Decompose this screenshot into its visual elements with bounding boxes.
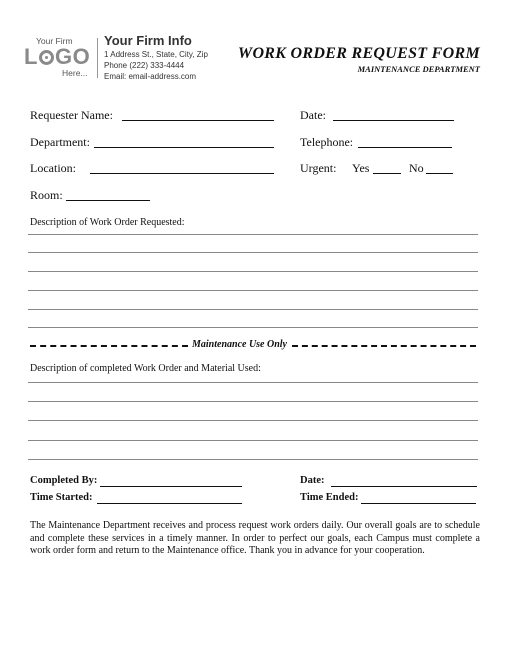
description-line[interactable] <box>28 290 478 291</box>
footer-paragraph: The Maintenance Department receives and process request work orders daily. Our overall goals are to schedule and complete these services in a timely manner. In order to perfect our goals, each Campus must complete a work order form and return to the Maintenance office. Thank you in advance for your cooperation. <box>30 520 480 556</box>
urgent-label: Urgent: <box>300 161 337 175</box>
maintenance-use-only-label: Maintenance Use Only <box>192 339 287 350</box>
date-label: Date: <box>300 108 326 122</box>
telephone-label: Telephone: <box>300 135 354 149</box>
completed-by-field[interactable] <box>100 486 242 487</box>
form-title: WORK ORDER REQUEST FORM <box>237 45 480 62</box>
separator-dashes-right <box>292 345 476 347</box>
time-ended-label: Time Ended: <box>300 492 359 503</box>
urgent-no-label: No <box>409 161 424 175</box>
description-requested-label: Description of Work Order Requested: <box>30 217 185 228</box>
firm-phone: Phone (222) 333-4444 <box>104 61 185 70</box>
completed-line[interactable] <box>28 382 478 383</box>
logo-top-text: Your Firm <box>36 36 73 46</box>
urgent-yes-label: Yes <box>352 161 370 175</box>
location-field[interactable] <box>90 173 274 174</box>
completed-line[interactable] <box>28 420 478 421</box>
logo-bottom-text: Here... <box>62 68 88 78</box>
requester-name-field[interactable] <box>122 120 274 121</box>
maintenance-date-label: Date: <box>300 475 325 486</box>
logo-text: L GO <box>24 44 91 69</box>
separator-dashes-left <box>30 345 188 347</box>
description-line[interactable] <box>28 234 478 235</box>
form-subtitle: MAINTENANCE DEPARTMENT <box>357 64 480 74</box>
firm-email: Email: email-address.com <box>104 72 197 81</box>
time-started-label: Time Started: <box>30 492 93 503</box>
description-completed-label: Description of completed Work Order and Material Used: <box>30 363 261 374</box>
urgent-no-field[interactable] <box>426 173 453 174</box>
completed-line[interactable] <box>28 401 478 402</box>
completed-line[interactable] <box>28 440 478 441</box>
location-label: Location: <box>30 161 76 175</box>
completed-by-label: Completed By: <box>30 475 98 486</box>
logo-ring-icon <box>39 50 54 65</box>
telephone-field[interactable] <box>358 147 452 148</box>
firm-name: Your Firm Info <box>104 33 192 48</box>
time-started-field[interactable] <box>97 503 242 504</box>
description-line[interactable] <box>28 327 478 328</box>
description-line[interactable] <box>28 252 478 253</box>
maintenance-date-field[interactable] <box>331 486 477 487</box>
time-ended-field[interactable] <box>361 503 476 504</box>
urgent-yes-field[interactable] <box>373 173 401 174</box>
logo <box>24 46 90 69</box>
requester-name-label: Requester Name: <box>30 108 113 122</box>
description-line[interactable] <box>28 309 478 310</box>
logo-divider <box>97 38 98 78</box>
department-label: Department: <box>30 135 90 149</box>
room-label: Room: <box>30 188 63 202</box>
room-field[interactable] <box>66 200 150 201</box>
completed-line[interactable] <box>28 459 478 460</box>
description-line[interactable] <box>28 271 478 272</box>
department-field[interactable] <box>94 147 274 148</box>
date-field[interactable] <box>333 120 454 121</box>
firm-address: 1 Address St., State, City, Zip <box>104 50 208 59</box>
